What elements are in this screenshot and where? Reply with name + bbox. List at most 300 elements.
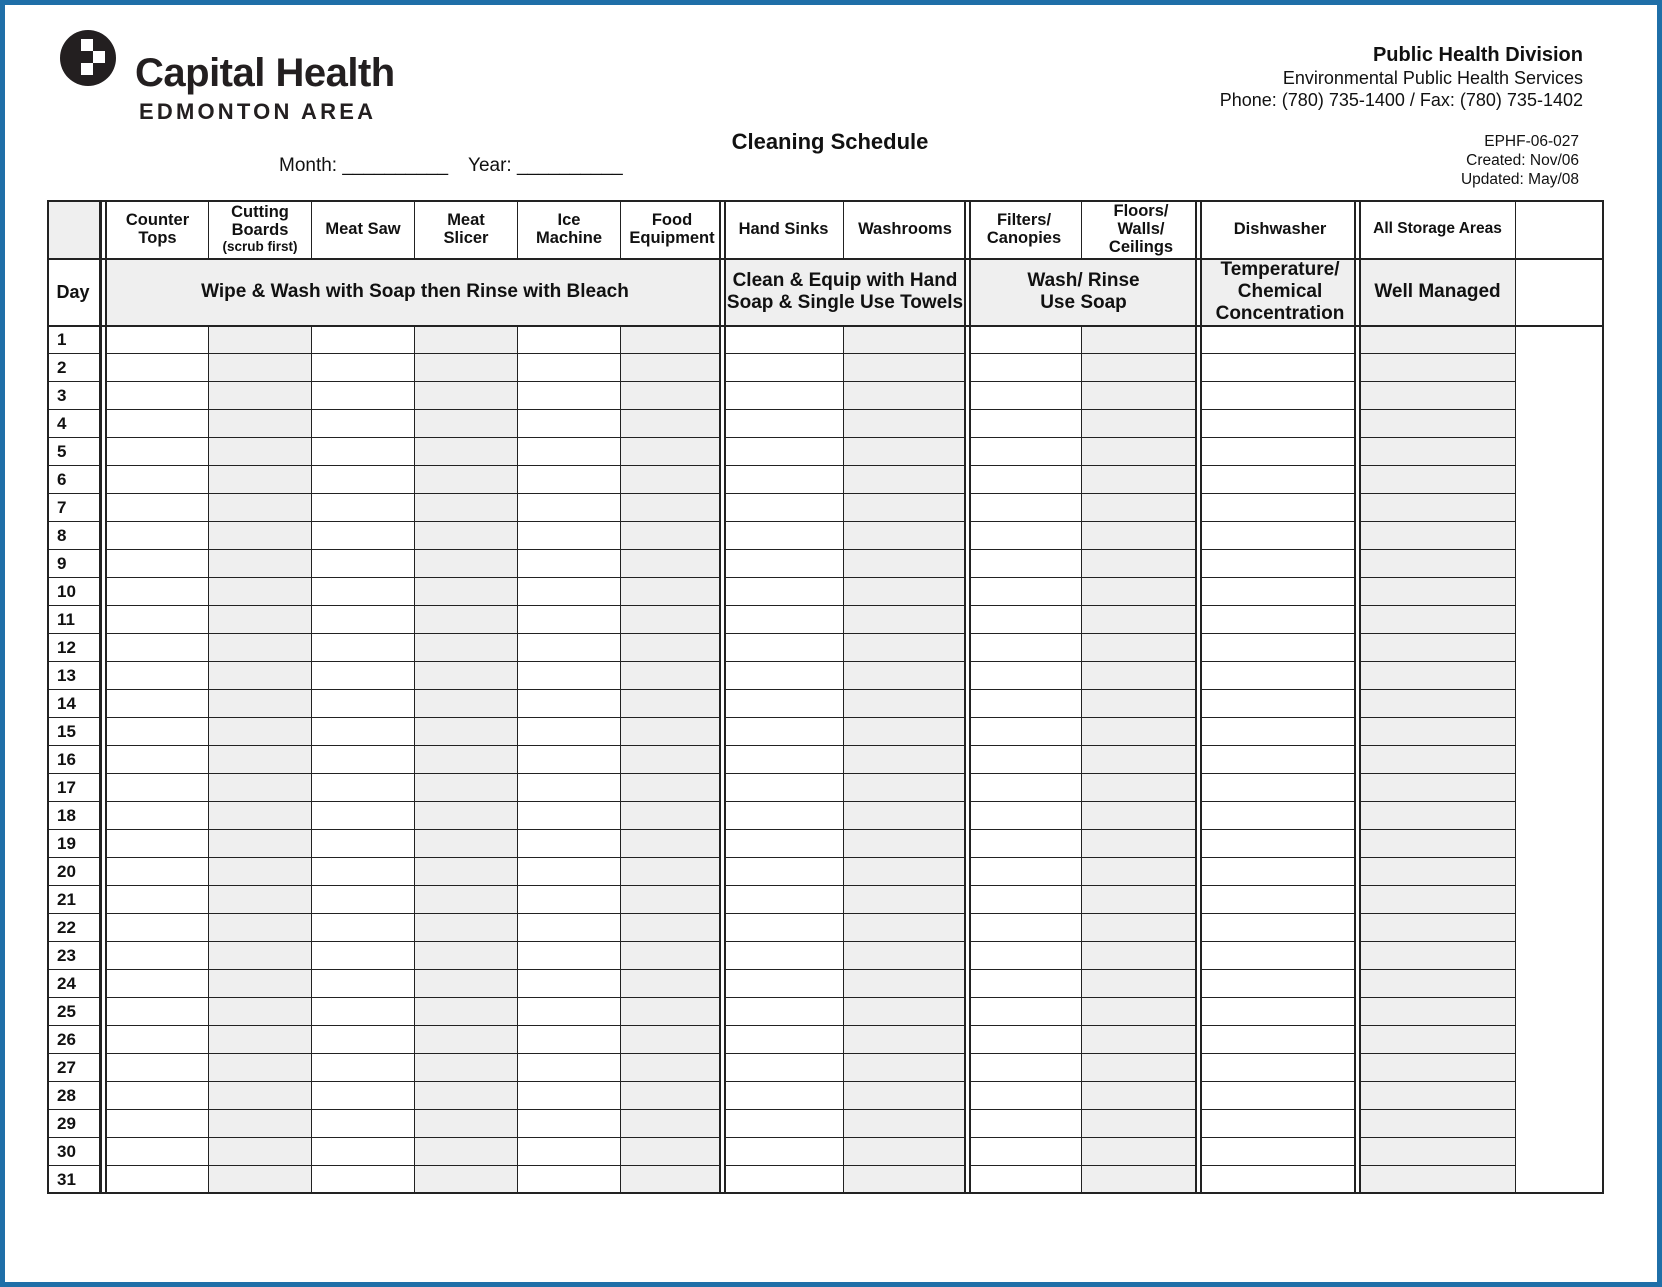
schedule-entry-cell[interactable] xyxy=(1201,914,1360,942)
schedule-entry-cell[interactable] xyxy=(724,1166,844,1194)
schedule-entry-cell[interactable] xyxy=(312,886,415,914)
schedule-entry-cell[interactable] xyxy=(1201,774,1360,802)
schedule-entry-cell[interactable] xyxy=(1201,746,1360,774)
schedule-entry-cell[interactable] xyxy=(312,438,415,466)
schedule-entry-cell[interactable] xyxy=(312,1138,415,1166)
schedule-entry-cell[interactable] xyxy=(209,522,312,550)
schedule-entry-cell[interactable] xyxy=(312,1166,415,1194)
schedule-entry-cell[interactable] xyxy=(844,718,967,746)
schedule-entry-cell[interactable] xyxy=(724,1110,844,1138)
schedule-entry-cell[interactable] xyxy=(209,830,312,858)
schedule-entry-cell[interactable] xyxy=(724,970,844,998)
schedule-entry-cell[interactable] xyxy=(1201,998,1360,1026)
schedule-entry-cell[interactable] xyxy=(518,522,621,550)
schedule-entry-cell[interactable] xyxy=(312,858,415,886)
schedule-entry-cell[interactable] xyxy=(312,970,415,998)
schedule-entry-cell[interactable] xyxy=(1201,970,1360,998)
schedule-entry-cell[interactable] xyxy=(107,1082,209,1110)
schedule-entry-cell[interactable] xyxy=(1201,634,1360,662)
schedule-entry-cell[interactable] xyxy=(1082,1082,1201,1110)
schedule-entry-cell[interactable] xyxy=(724,690,844,718)
schedule-entry-cell[interactable] xyxy=(1201,718,1360,746)
schedule-entry-cell[interactable] xyxy=(518,354,621,382)
schedule-entry-cell[interactable] xyxy=(1082,858,1201,886)
schedule-entry-cell[interactable] xyxy=(1201,1026,1360,1054)
schedule-entry-cell[interactable] xyxy=(621,466,724,494)
schedule-entry-cell[interactable] xyxy=(724,466,844,494)
schedule-entry-cell[interactable] xyxy=(844,326,967,354)
schedule-entry-cell[interactable] xyxy=(107,718,209,746)
schedule-entry-cell[interactable] xyxy=(1201,830,1360,858)
schedule-entry-cell[interactable] xyxy=(621,606,724,634)
schedule-entry-cell[interactable] xyxy=(209,382,312,410)
schedule-entry-cell[interactable] xyxy=(1201,942,1360,970)
schedule-entry-cell[interactable] xyxy=(844,354,967,382)
schedule-entry-cell[interactable] xyxy=(209,1054,312,1082)
schedule-entry-cell[interactable] xyxy=(415,354,518,382)
schedule-entry-cell[interactable] xyxy=(209,942,312,970)
schedule-entry-cell[interactable] xyxy=(518,1138,621,1166)
schedule-entry-cell[interactable] xyxy=(621,858,724,886)
schedule-entry-cell[interactable] xyxy=(518,830,621,858)
schedule-entry-cell[interactable] xyxy=(312,942,415,970)
schedule-entry-cell[interactable] xyxy=(107,634,209,662)
schedule-entry-cell[interactable] xyxy=(209,410,312,438)
schedule-entry-cell[interactable] xyxy=(1360,466,1516,494)
schedule-entry-cell[interactable] xyxy=(1360,970,1516,998)
schedule-entry-cell[interactable] xyxy=(107,998,209,1026)
schedule-entry-cell[interactable] xyxy=(415,690,518,718)
schedule-entry-cell[interactable] xyxy=(724,1082,844,1110)
schedule-entry-cell[interactable] xyxy=(621,802,724,830)
schedule-entry-cell[interactable] xyxy=(844,1082,967,1110)
schedule-entry-cell[interactable] xyxy=(1201,662,1360,690)
schedule-entry-cell[interactable] xyxy=(209,998,312,1026)
schedule-entry-cell[interactable] xyxy=(1082,606,1201,634)
schedule-entry-cell[interactable] xyxy=(1201,326,1360,354)
schedule-entry-cell[interactable] xyxy=(1360,354,1516,382)
schedule-entry-cell[interactable] xyxy=(209,1082,312,1110)
schedule-entry-cell[interactable] xyxy=(518,858,621,886)
schedule-entry-cell[interactable] xyxy=(1082,690,1201,718)
schedule-entry-cell[interactable] xyxy=(209,578,312,606)
schedule-entry-cell[interactable] xyxy=(209,438,312,466)
schedule-entry-cell[interactable] xyxy=(1360,606,1516,634)
schedule-entry-cell[interactable] xyxy=(312,466,415,494)
schedule-entry-cell[interactable] xyxy=(1082,326,1201,354)
schedule-entry-cell[interactable] xyxy=(107,802,209,830)
schedule-entry-cell[interactable] xyxy=(621,746,724,774)
schedule-entry-cell[interactable] xyxy=(844,886,967,914)
schedule-entry-cell[interactable] xyxy=(621,354,724,382)
schedule-entry-cell[interactable] xyxy=(518,690,621,718)
schedule-entry-cell[interactable] xyxy=(967,662,1082,690)
schedule-entry-cell[interactable] xyxy=(967,1054,1082,1082)
schedule-entry-cell[interactable] xyxy=(415,858,518,886)
schedule-entry-cell[interactable] xyxy=(1360,998,1516,1026)
schedule-entry-cell[interactable] xyxy=(518,1054,621,1082)
schedule-entry-cell[interactable] xyxy=(967,606,1082,634)
schedule-entry-cell[interactable] xyxy=(621,1054,724,1082)
schedule-entry-cell[interactable] xyxy=(844,746,967,774)
schedule-entry-cell[interactable] xyxy=(1082,354,1201,382)
schedule-entry-cell[interactable] xyxy=(518,410,621,438)
schedule-entry-cell[interactable] xyxy=(967,410,1082,438)
schedule-entry-cell[interactable] xyxy=(107,550,209,578)
schedule-entry-cell[interactable] xyxy=(724,774,844,802)
schedule-entry-cell[interactable] xyxy=(621,774,724,802)
schedule-entry-cell[interactable] xyxy=(724,494,844,522)
schedule-entry-cell[interactable] xyxy=(724,438,844,466)
schedule-entry-cell[interactable] xyxy=(209,634,312,662)
schedule-entry-cell[interactable] xyxy=(967,718,1082,746)
schedule-entry-cell[interactable] xyxy=(518,746,621,774)
schedule-entry-cell[interactable] xyxy=(1201,606,1360,634)
schedule-entry-cell[interactable] xyxy=(967,522,1082,550)
schedule-entry-cell[interactable] xyxy=(1201,1082,1360,1110)
schedule-entry-cell[interactable] xyxy=(518,1082,621,1110)
schedule-entry-cell[interactable] xyxy=(967,970,1082,998)
schedule-entry-cell[interactable] xyxy=(844,466,967,494)
schedule-entry-cell[interactable] xyxy=(724,1138,844,1166)
schedule-entry-cell[interactable] xyxy=(1082,718,1201,746)
schedule-entry-cell[interactable] xyxy=(1201,522,1360,550)
schedule-entry-cell[interactable] xyxy=(621,942,724,970)
schedule-entry-cell[interactable] xyxy=(209,1138,312,1166)
schedule-entry-cell[interactable] xyxy=(1201,886,1360,914)
schedule-entry-cell[interactable] xyxy=(967,942,1082,970)
schedule-entry-cell[interactable] xyxy=(724,578,844,606)
schedule-entry-cell[interactable] xyxy=(107,1138,209,1166)
schedule-entry-cell[interactable] xyxy=(967,998,1082,1026)
schedule-entry-cell[interactable] xyxy=(621,438,724,466)
schedule-entry-cell[interactable] xyxy=(312,690,415,718)
schedule-entry-cell[interactable] xyxy=(107,886,209,914)
schedule-entry-cell[interactable] xyxy=(844,662,967,690)
schedule-entry-cell[interactable] xyxy=(415,774,518,802)
schedule-entry-cell[interactable] xyxy=(1360,802,1516,830)
schedule-entry-cell[interactable] xyxy=(312,522,415,550)
schedule-entry-cell[interactable] xyxy=(1360,438,1516,466)
schedule-entry-cell[interactable] xyxy=(312,914,415,942)
schedule-entry-cell[interactable] xyxy=(967,438,1082,466)
schedule-entry-cell[interactable] xyxy=(1082,438,1201,466)
schedule-entry-cell[interactable] xyxy=(209,1110,312,1138)
schedule-entry-cell[interactable] xyxy=(621,634,724,662)
schedule-entry-cell[interactable] xyxy=(724,550,844,578)
schedule-entry-cell[interactable] xyxy=(621,662,724,690)
schedule-entry-cell[interactable] xyxy=(415,1026,518,1054)
schedule-entry-cell[interactable] xyxy=(209,1026,312,1054)
schedule-entry-cell[interactable] xyxy=(518,886,621,914)
schedule-entry-cell[interactable] xyxy=(1082,998,1201,1026)
schedule-entry-cell[interactable] xyxy=(1201,802,1360,830)
schedule-entry-cell[interactable] xyxy=(621,998,724,1026)
schedule-entry-cell[interactable] xyxy=(967,914,1082,942)
schedule-entry-cell[interactable] xyxy=(518,438,621,466)
schedule-entry-cell[interactable] xyxy=(621,830,724,858)
schedule-entry-cell[interactable] xyxy=(518,662,621,690)
schedule-entry-cell[interactable] xyxy=(415,914,518,942)
schedule-entry-cell[interactable] xyxy=(1360,830,1516,858)
schedule-entry-cell[interactable] xyxy=(209,914,312,942)
schedule-entry-cell[interactable] xyxy=(967,382,1082,410)
schedule-entry-cell[interactable] xyxy=(415,1110,518,1138)
schedule-entry-cell[interactable] xyxy=(1201,1166,1360,1194)
schedule-entry-cell[interactable] xyxy=(107,830,209,858)
schedule-entry-cell[interactable] xyxy=(1360,914,1516,942)
schedule-entry-cell[interactable] xyxy=(107,438,209,466)
schedule-entry-cell[interactable] xyxy=(844,578,967,606)
schedule-entry-cell[interactable] xyxy=(724,802,844,830)
schedule-entry-cell[interactable] xyxy=(1360,1138,1516,1166)
schedule-entry-cell[interactable] xyxy=(107,466,209,494)
schedule-entry-cell[interactable] xyxy=(1082,1166,1201,1194)
schedule-entry-cell[interactable] xyxy=(415,438,518,466)
schedule-entry-cell[interactable] xyxy=(1082,886,1201,914)
schedule-entry-cell[interactable] xyxy=(1082,466,1201,494)
schedule-entry-cell[interactable] xyxy=(415,1166,518,1194)
schedule-entry-cell[interactable] xyxy=(107,522,209,550)
schedule-entry-cell[interactable] xyxy=(312,354,415,382)
schedule-entry-cell[interactable] xyxy=(621,1082,724,1110)
schedule-entry-cell[interactable] xyxy=(209,606,312,634)
schedule-entry-cell[interactable] xyxy=(312,382,415,410)
schedule-entry-cell[interactable] xyxy=(1082,970,1201,998)
schedule-entry-cell[interactable] xyxy=(107,578,209,606)
schedule-entry-cell[interactable] xyxy=(312,802,415,830)
schedule-entry-cell[interactable] xyxy=(621,578,724,606)
schedule-entry-cell[interactable] xyxy=(844,914,967,942)
schedule-entry-cell[interactable] xyxy=(107,354,209,382)
schedule-entry-cell[interactable] xyxy=(1360,578,1516,606)
schedule-entry-cell[interactable] xyxy=(967,466,1082,494)
schedule-entry-cell[interactable] xyxy=(1360,1054,1516,1082)
schedule-entry-cell[interactable] xyxy=(107,382,209,410)
schedule-entry-cell[interactable] xyxy=(844,802,967,830)
schedule-entry-cell[interactable] xyxy=(621,970,724,998)
schedule-entry-cell[interactable] xyxy=(312,1026,415,1054)
schedule-entry-cell[interactable] xyxy=(724,858,844,886)
schedule-entry-cell[interactable] xyxy=(1201,1138,1360,1166)
schedule-entry-cell[interactable] xyxy=(415,578,518,606)
schedule-entry-cell[interactable] xyxy=(844,998,967,1026)
schedule-entry-cell[interactable] xyxy=(1082,662,1201,690)
schedule-entry-cell[interactable] xyxy=(967,634,1082,662)
schedule-entry-cell[interactable] xyxy=(518,606,621,634)
schedule-entry-cell[interactable] xyxy=(107,942,209,970)
schedule-entry-cell[interactable] xyxy=(312,998,415,1026)
schedule-entry-cell[interactable] xyxy=(415,326,518,354)
schedule-entry-cell[interactable] xyxy=(621,1138,724,1166)
schedule-entry-cell[interactable] xyxy=(518,578,621,606)
schedule-entry-cell[interactable] xyxy=(724,634,844,662)
schedule-entry-cell[interactable] xyxy=(209,1166,312,1194)
schedule-entry-cell[interactable] xyxy=(621,550,724,578)
schedule-entry-cell[interactable] xyxy=(107,1166,209,1194)
schedule-entry-cell[interactable] xyxy=(209,970,312,998)
year-field[interactable]: Year: __________ xyxy=(468,155,623,176)
schedule-entry-cell[interactable] xyxy=(844,494,967,522)
schedule-entry-cell[interactable] xyxy=(107,970,209,998)
schedule-entry-cell[interactable] xyxy=(312,746,415,774)
schedule-entry-cell[interactable] xyxy=(724,410,844,438)
schedule-entry-cell[interactable] xyxy=(415,1082,518,1110)
schedule-entry-cell[interactable] xyxy=(844,858,967,886)
schedule-entry-cell[interactable] xyxy=(724,606,844,634)
schedule-entry-cell[interactable] xyxy=(312,578,415,606)
schedule-entry-cell[interactable] xyxy=(415,494,518,522)
schedule-entry-cell[interactable] xyxy=(415,662,518,690)
schedule-entry-cell[interactable] xyxy=(415,802,518,830)
schedule-entry-cell[interactable] xyxy=(1082,1110,1201,1138)
schedule-entry-cell[interactable] xyxy=(312,634,415,662)
schedule-entry-cell[interactable] xyxy=(209,354,312,382)
schedule-entry-cell[interactable] xyxy=(1082,914,1201,942)
schedule-entry-cell[interactable] xyxy=(415,746,518,774)
schedule-entry-cell[interactable] xyxy=(107,774,209,802)
schedule-entry-cell[interactable] xyxy=(415,410,518,438)
schedule-entry-cell[interactable] xyxy=(724,354,844,382)
schedule-entry-cell[interactable] xyxy=(621,326,724,354)
schedule-entry-cell[interactable] xyxy=(1360,522,1516,550)
schedule-entry-cell[interactable] xyxy=(1201,858,1360,886)
schedule-entry-cell[interactable] xyxy=(209,746,312,774)
schedule-entry-cell[interactable] xyxy=(107,410,209,438)
schedule-entry-cell[interactable] xyxy=(724,914,844,942)
schedule-entry-cell[interactable] xyxy=(621,718,724,746)
schedule-entry-cell[interactable] xyxy=(518,942,621,970)
schedule-entry-cell[interactable] xyxy=(1360,774,1516,802)
schedule-entry-cell[interactable] xyxy=(967,578,1082,606)
schedule-entry-cell[interactable] xyxy=(621,1026,724,1054)
schedule-entry-cell[interactable] xyxy=(518,1110,621,1138)
schedule-entry-cell[interactable] xyxy=(1360,494,1516,522)
schedule-entry-cell[interactable] xyxy=(518,802,621,830)
schedule-entry-cell[interactable] xyxy=(1201,438,1360,466)
schedule-entry-cell[interactable] xyxy=(844,942,967,970)
schedule-entry-cell[interactable] xyxy=(1201,382,1360,410)
schedule-entry-cell[interactable] xyxy=(312,1082,415,1110)
schedule-entry-cell[interactable] xyxy=(724,382,844,410)
schedule-entry-cell[interactable] xyxy=(1082,382,1201,410)
schedule-entry-cell[interactable] xyxy=(415,634,518,662)
schedule-entry-cell[interactable] xyxy=(518,914,621,942)
schedule-entry-cell[interactable] xyxy=(312,1110,415,1138)
schedule-entry-cell[interactable] xyxy=(312,326,415,354)
schedule-entry-cell[interactable] xyxy=(415,830,518,858)
schedule-entry-cell[interactable] xyxy=(1360,746,1516,774)
schedule-entry-cell[interactable] xyxy=(621,690,724,718)
schedule-entry-cell[interactable] xyxy=(107,858,209,886)
schedule-entry-cell[interactable] xyxy=(621,382,724,410)
schedule-entry-cell[interactable] xyxy=(1082,494,1201,522)
schedule-entry-cell[interactable] xyxy=(967,550,1082,578)
schedule-entry-cell[interactable] xyxy=(967,746,1082,774)
schedule-entry-cell[interactable] xyxy=(312,606,415,634)
schedule-entry-cell[interactable] xyxy=(844,1026,967,1054)
schedule-entry-cell[interactable] xyxy=(209,662,312,690)
schedule-entry-cell[interactable] xyxy=(621,1166,724,1194)
schedule-entry-cell[interactable] xyxy=(518,774,621,802)
schedule-entry-cell[interactable] xyxy=(1082,746,1201,774)
schedule-entry-cell[interactable] xyxy=(107,690,209,718)
schedule-entry-cell[interactable] xyxy=(1082,634,1201,662)
schedule-entry-cell[interactable] xyxy=(1360,1166,1516,1194)
schedule-entry-cell[interactable] xyxy=(844,410,967,438)
schedule-entry-cell[interactable] xyxy=(518,550,621,578)
schedule-entry-cell[interactable] xyxy=(107,662,209,690)
schedule-entry-cell[interactable] xyxy=(518,494,621,522)
schedule-entry-cell[interactable] xyxy=(415,1138,518,1166)
schedule-entry-cell[interactable] xyxy=(107,1054,209,1082)
schedule-entry-cell[interactable] xyxy=(209,774,312,802)
schedule-entry-cell[interactable] xyxy=(209,326,312,354)
schedule-entry-cell[interactable] xyxy=(1082,830,1201,858)
schedule-entry-cell[interactable] xyxy=(312,494,415,522)
schedule-entry-cell[interactable] xyxy=(724,662,844,690)
schedule-entry-cell[interactable] xyxy=(312,718,415,746)
schedule-entry-cell[interactable] xyxy=(518,1026,621,1054)
schedule-entry-cell[interactable] xyxy=(844,1110,967,1138)
schedule-entry-cell[interactable] xyxy=(844,774,967,802)
schedule-entry-cell[interactable] xyxy=(1201,1110,1360,1138)
schedule-entry-cell[interactable] xyxy=(415,718,518,746)
schedule-entry-cell[interactable] xyxy=(1201,1054,1360,1082)
schedule-entry-cell[interactable] xyxy=(415,466,518,494)
schedule-entry-cell[interactable] xyxy=(1360,382,1516,410)
schedule-entry-cell[interactable] xyxy=(844,970,967,998)
schedule-entry-cell[interactable] xyxy=(312,410,415,438)
schedule-entry-cell[interactable] xyxy=(312,830,415,858)
schedule-entry-cell[interactable] xyxy=(415,382,518,410)
schedule-entry-cell[interactable] xyxy=(415,606,518,634)
schedule-entry-cell[interactable] xyxy=(1201,550,1360,578)
schedule-entry-cell[interactable] xyxy=(107,326,209,354)
schedule-entry-cell[interactable] xyxy=(724,1026,844,1054)
schedule-entry-cell[interactable] xyxy=(967,1110,1082,1138)
schedule-entry-cell[interactable] xyxy=(844,634,967,662)
schedule-entry-cell[interactable] xyxy=(209,466,312,494)
schedule-entry-cell[interactable] xyxy=(518,718,621,746)
schedule-entry-cell[interactable] xyxy=(1360,858,1516,886)
schedule-entry-cell[interactable] xyxy=(844,1166,967,1194)
schedule-entry-cell[interactable] xyxy=(518,1166,621,1194)
schedule-entry-cell[interactable] xyxy=(724,522,844,550)
schedule-entry-cell[interactable] xyxy=(724,718,844,746)
schedule-entry-cell[interactable] xyxy=(1360,634,1516,662)
schedule-entry-cell[interactable] xyxy=(107,746,209,774)
schedule-entry-cell[interactable] xyxy=(967,326,1082,354)
schedule-entry-cell[interactable] xyxy=(621,1110,724,1138)
schedule-entry-cell[interactable] xyxy=(1360,1082,1516,1110)
schedule-entry-cell[interactable] xyxy=(724,326,844,354)
schedule-entry-cell[interactable] xyxy=(312,774,415,802)
schedule-entry-cell[interactable] xyxy=(312,1054,415,1082)
schedule-entry-cell[interactable] xyxy=(1201,690,1360,718)
schedule-entry-cell[interactable] xyxy=(518,326,621,354)
schedule-entry-cell[interactable] xyxy=(1082,578,1201,606)
schedule-entry-cell[interactable] xyxy=(1201,578,1360,606)
schedule-entry-cell[interactable] xyxy=(1082,522,1201,550)
schedule-entry-cell[interactable] xyxy=(1360,1026,1516,1054)
schedule-entry-cell[interactable] xyxy=(518,634,621,662)
schedule-entry-cell[interactable] xyxy=(1201,354,1360,382)
schedule-entry-cell[interactable] xyxy=(1360,718,1516,746)
schedule-entry-cell[interactable] xyxy=(621,410,724,438)
schedule-entry-cell[interactable] xyxy=(724,746,844,774)
schedule-entry-cell[interactable] xyxy=(209,802,312,830)
